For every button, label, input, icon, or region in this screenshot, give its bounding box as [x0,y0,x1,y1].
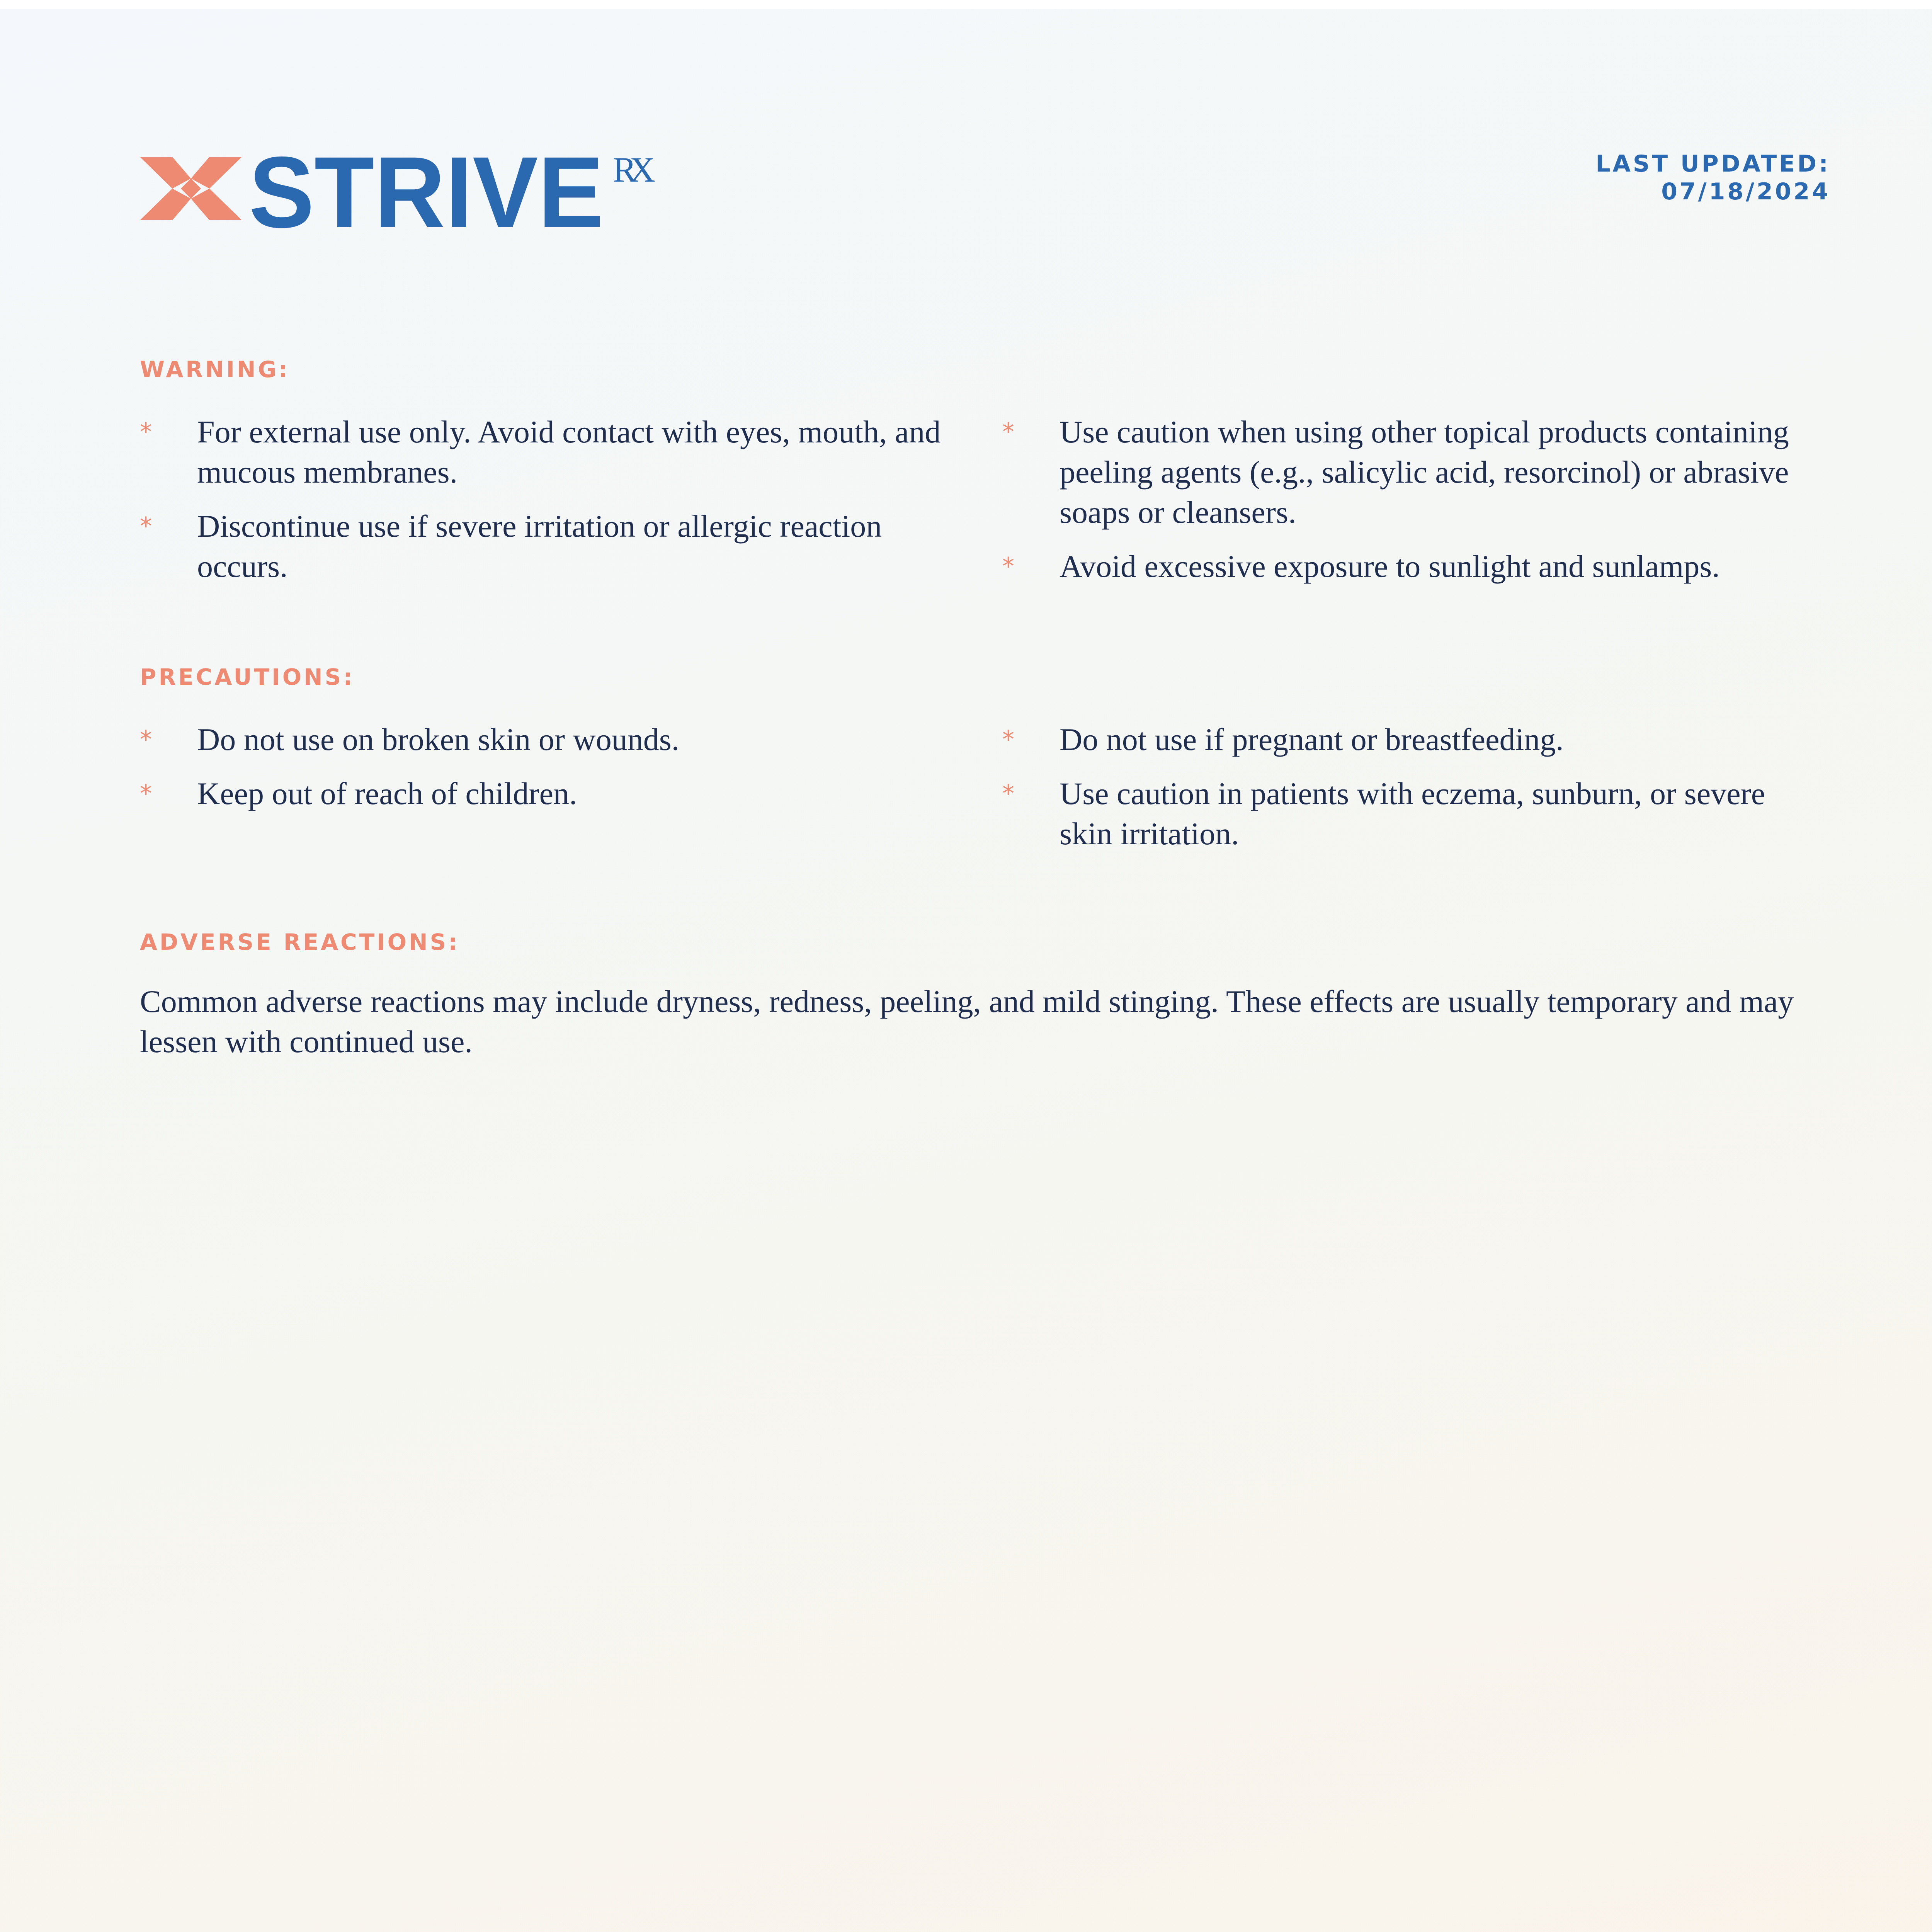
last-updated-label: LAST UPDATED: [1595,150,1830,177]
asterisk-bullet-icon: * [1002,418,1014,446]
precautions-list-left [140,719,944,828]
logo-graphic [140,143,665,236]
list-item: * Avoid excessive exposure to sunlight and sunlamps. [1002,546,1806,587]
list-item: * For external use only. Avoid contact with eyes, mouth, and mucous membranes. [140,412,944,492]
list-item: * Keep out of reach of children. [140,774,944,814]
warning-heading: WARNING: [140,356,290,383]
asterisk-bullet-icon: * [140,725,152,753]
warning-list-left [140,412,944,600]
strive-rx-logo [140,143,665,236]
adverse-reactions-heading: ADVERSE REACTIONS: [140,929,460,955]
list-item: * Do not use on broken skin or wounds. [140,719,944,760]
last-updated-date: 07/18/2024 [1661,178,1830,205]
adverse-reactions-text: Common adverse reactions may include dryness, redness, peeling, and mild stinging. These effects are usually temporary and may lessen with continued use. [140,984,1794,1059]
last-updated [1595,150,1830,206]
asterisk-bullet-icon: * [140,512,152,540]
asterisk-bullet-icon: * [1002,552,1014,580]
logo-rx-mark: RX [613,150,648,189]
list-item: * Do not use if pregnant or breastfeeding. [1002,719,1806,760]
precautions-list-right [1002,719,1806,868]
precautions-heading: PRECAUTIONS: [140,664,355,690]
logo-wordmark: STRIVE [249,143,604,236]
asterisk-bullet-icon: * [1002,725,1014,753]
asterisk-bullet-icon: * [140,418,152,446]
warning-list-right [1002,412,1806,600]
asterisk-bullet-icon: * [1002,779,1014,808]
list-item: * Discontinue use if severe irritation or allergic reaction occurs. [140,506,944,587]
list-item: * Use caution when using other topical products containing peeling agents (e.g., salicylic acid, resorcinol) or abrasive soaps or cleansers. [1002,412,1806,532]
asterisk-bullet-icon: * [140,779,152,808]
page-top-edge [0,0,1932,9]
logo-star-icon [140,157,242,220]
list-item: * Use caution in patients with eczema, sunburn, or severe skin irritation. [1002,774,1806,854]
